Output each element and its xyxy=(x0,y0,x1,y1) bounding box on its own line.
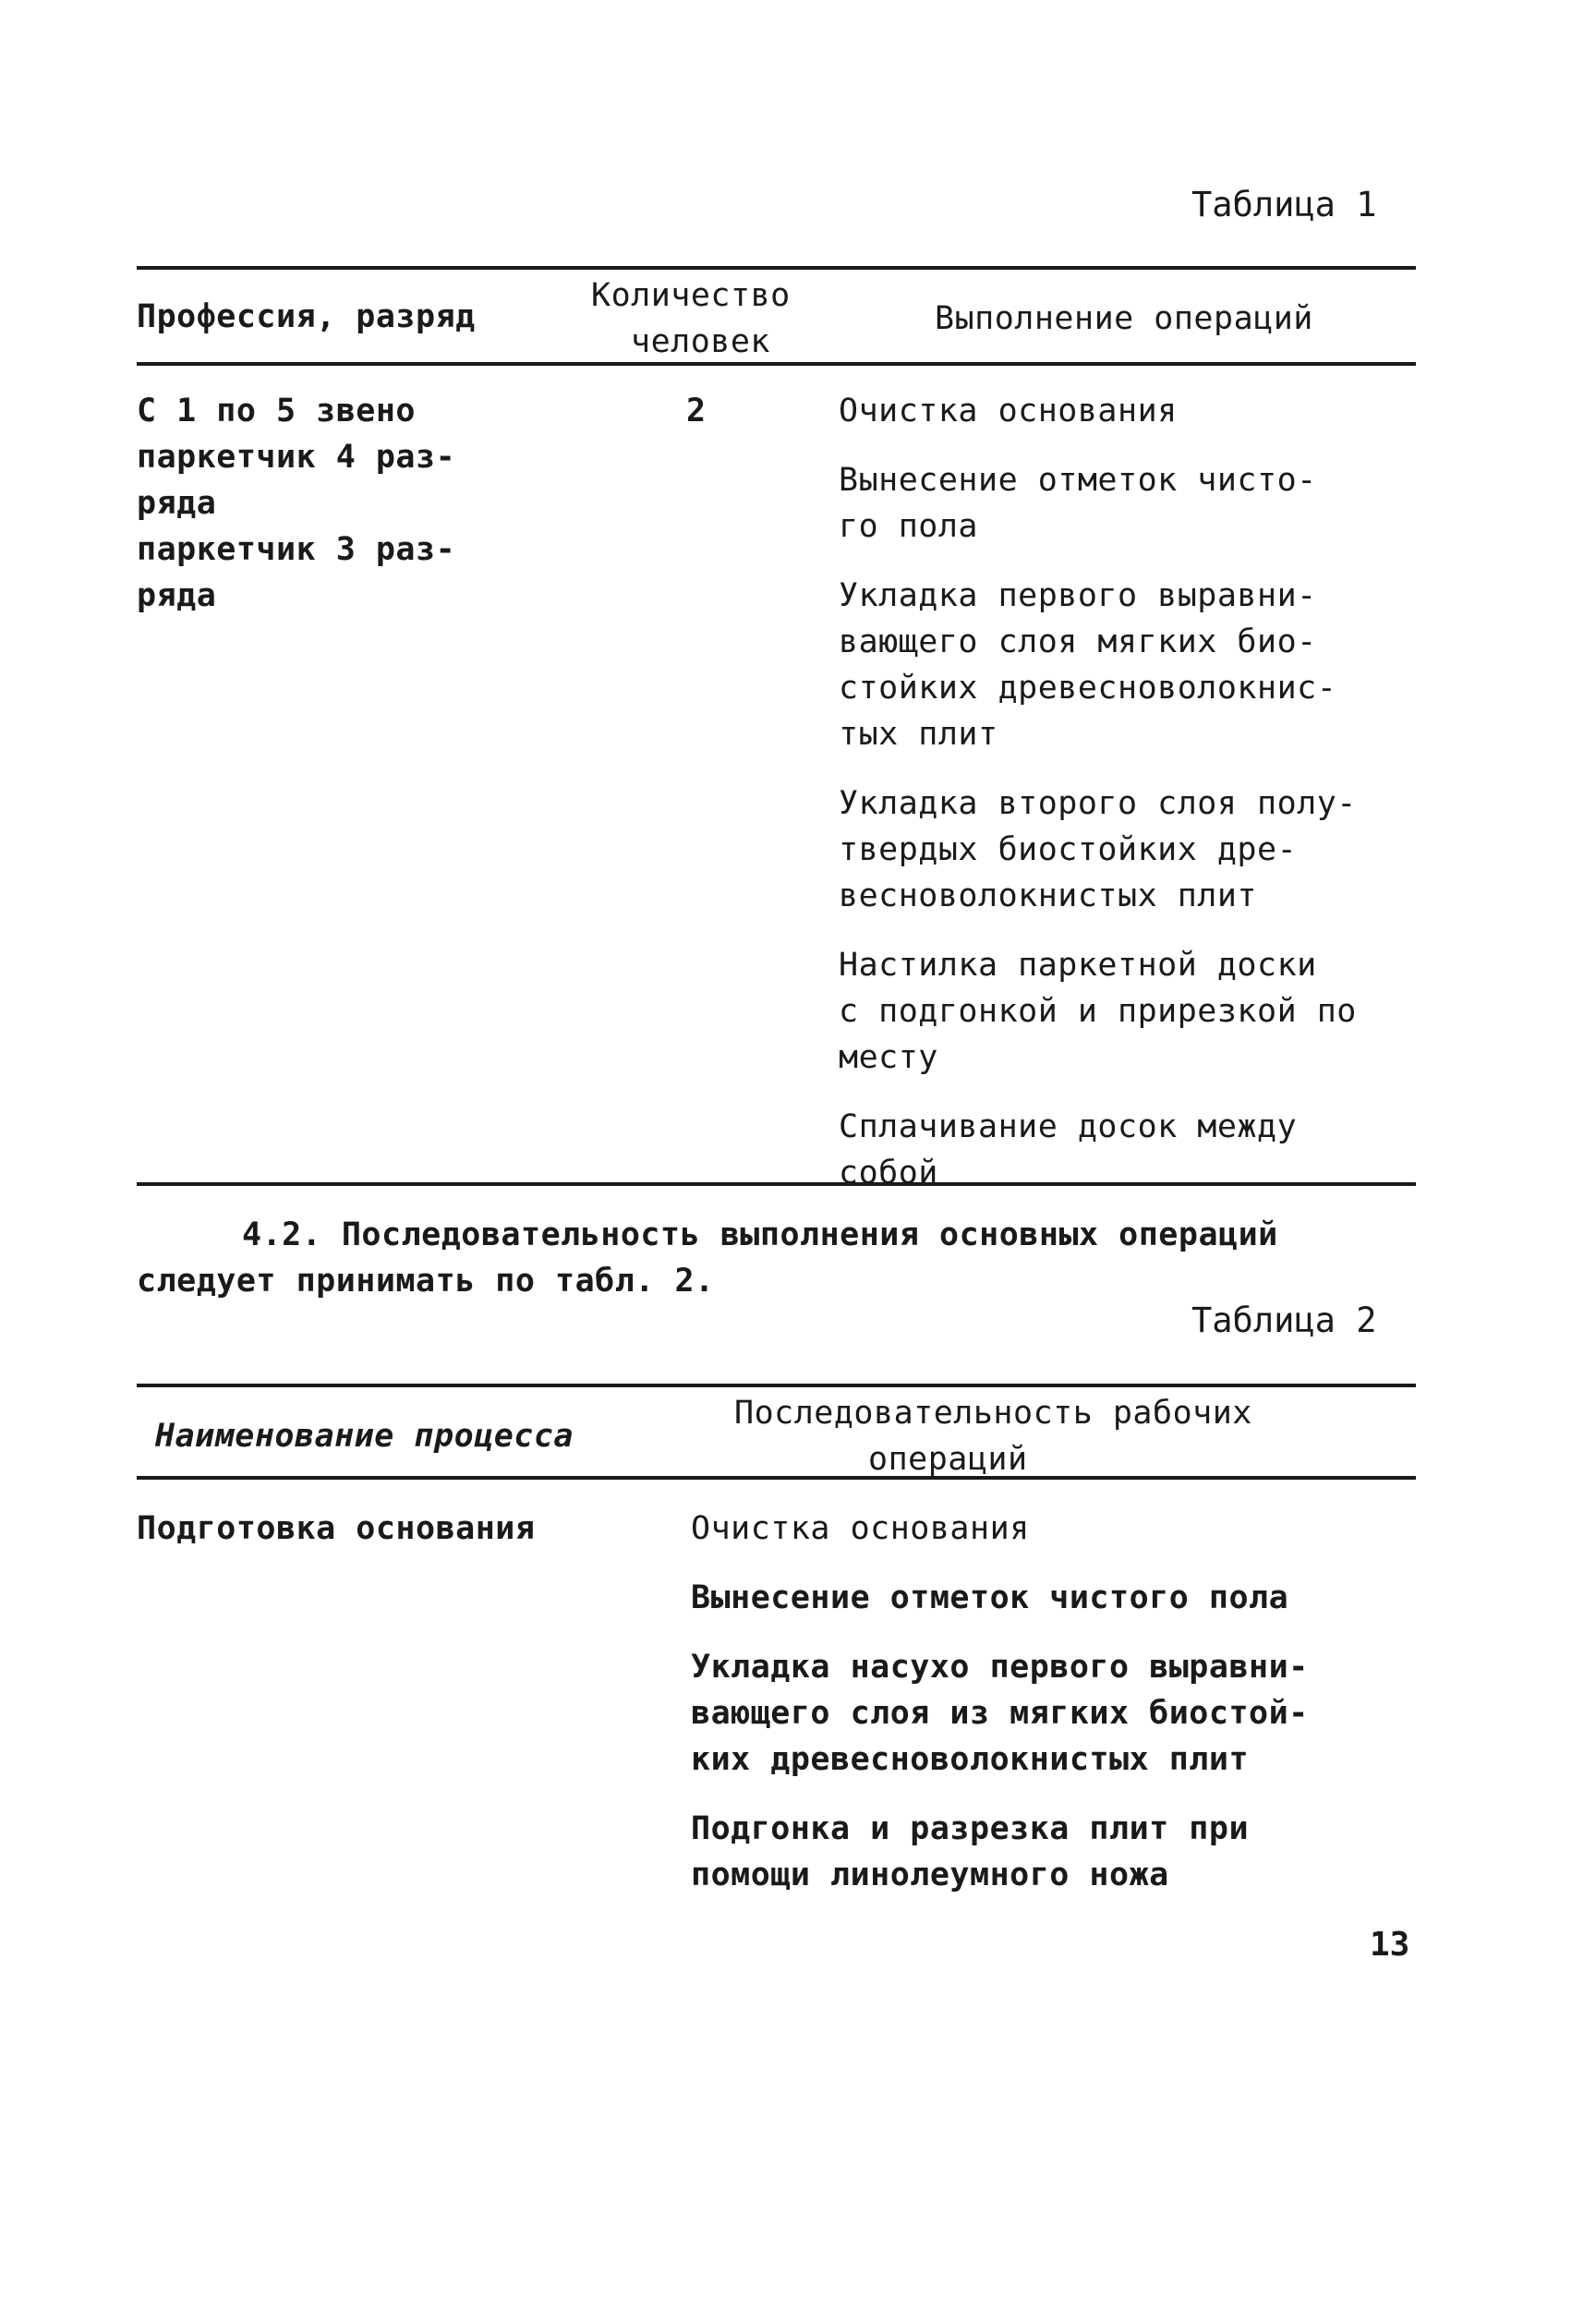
table1-operation-line: месту xyxy=(839,1039,938,1076)
table2-caption: Таблица 2 xyxy=(1191,1300,1377,1340)
table1-operation-line: Сплачивание досок между xyxy=(839,1108,1298,1145)
table2-header-rule xyxy=(137,1476,1416,1480)
table1-caption: Таблица 1 xyxy=(1191,185,1377,224)
table1-count-value: 2 xyxy=(686,393,707,429)
table1-header-operations: Выполнение операций xyxy=(935,300,1313,337)
table1-profession-line: паркетчик 3 раз- xyxy=(137,531,456,568)
page-number: 13 xyxy=(1370,1926,1410,1964)
table1-operation-line: с подгонкой и прирезкой по xyxy=(839,993,1357,1030)
table1-profession-line: С 1 по 5 звено xyxy=(137,393,417,429)
table1-operation-line: тых плит xyxy=(839,716,998,753)
table1-header-profession: Профессия, разряд xyxy=(137,298,476,335)
table1-operation-line: весноволокнистых плит xyxy=(839,877,1258,914)
table1-header-count-line1: Количество xyxy=(591,277,791,314)
table1-header-rule xyxy=(137,362,1416,366)
table1-operation-line: собой xyxy=(839,1155,938,1191)
paragraph-line2: следует принимать по табл. 2. xyxy=(137,1263,715,1300)
table2-process-name: Подготовка основания xyxy=(137,1510,536,1547)
table1-operation-line: Очистка основания xyxy=(839,393,1178,429)
table1-operation-line: вающего слоя мягких био- xyxy=(839,623,1317,660)
table2-operation-line: Очистка основания xyxy=(691,1510,1030,1547)
paragraph-line1: 4.2. Последовательность выполнения основных операций xyxy=(242,1216,1278,1253)
table1-operation-line: Вынесение отметок чисто- xyxy=(839,462,1317,499)
table2-header-sequence-line2: операций xyxy=(868,1441,1028,1478)
table1-profession-line: ряда xyxy=(137,485,217,522)
table1-operation-line: твердых биостойких дре- xyxy=(839,831,1298,868)
table1-operation-line: стойких древесноволокнис- xyxy=(839,670,1337,707)
table1-profession-line: паркетчик 4 раз- xyxy=(137,439,456,476)
table1-profession-line: ряда xyxy=(137,577,217,614)
table2-operation-line: Укладка насухо первого выравни- xyxy=(691,1649,1309,1686)
table1-operation-line: Укладка первого выравни- xyxy=(839,577,1317,614)
table1-top-rule xyxy=(137,266,1416,270)
table1-operation-line: Укладка второго слоя полу- xyxy=(839,785,1357,822)
table2-operation-line: Вынесение отметок чистого пола xyxy=(691,1579,1289,1616)
table2-header-sequence-line1: Последовательность рабочих xyxy=(734,1395,1252,1432)
table2-operation-line: ких древесноволокнистых плит xyxy=(691,1741,1250,1778)
table2-operation-line: помощи линолеумного ножа xyxy=(691,1856,1169,1893)
table1-operation-line: Настилка паркетной доски xyxy=(839,947,1317,984)
table2-operation-line: вающего слоя из мягких биостой- xyxy=(691,1695,1309,1732)
table1-header-count-line2: человек xyxy=(631,323,771,360)
table1-operation-line: го пола xyxy=(839,508,979,545)
table2-header-process: Наименование процесса xyxy=(155,1418,574,1455)
table1-bottom-rule xyxy=(137,1182,1416,1186)
table2-operation-line: Подгонка и разрезка плит при xyxy=(691,1810,1250,1847)
table2-top-rule xyxy=(137,1384,1416,1387)
